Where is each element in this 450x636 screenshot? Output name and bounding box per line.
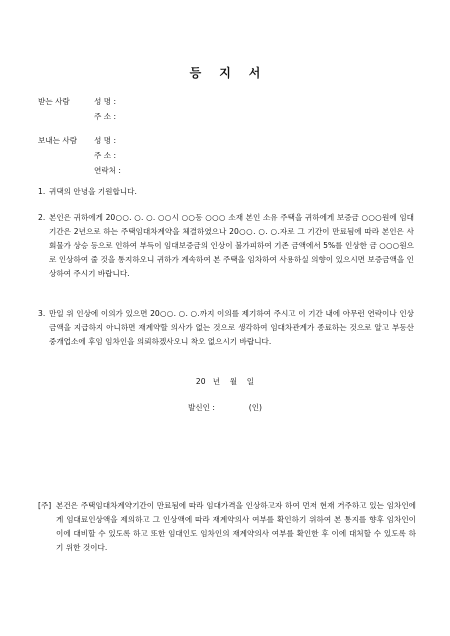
- paragraph-number: 2.: [38, 213, 46, 222]
- document-title: [0, 64, 450, 81]
- title-char: 지: [219, 66, 231, 80]
- paragraph-number: 3.: [38, 309, 46, 318]
- paragraph-3: [38, 307, 414, 349]
- paragraph-1: [38, 185, 414, 199]
- paragraph-text: 만일 위 인상에 이의가 있으면 20○○. ○. ○.까지 이의를 제기하여 주시고 이 기간 내에 아무런 연락이나 인상금액을 지급하지 아니하면 재계약할 의사가 없는 것으로 생각하여 임대차관계가 종료하는 것으로 알고 부동산중개업소에 후임 임차인을 의뢰하겠사오니 착오 없으시기 바랍니다.: [49, 309, 414, 346]
- title-char: 등: [189, 66, 202, 80]
- sender-contact-label: 연락처 :: [94, 166, 121, 175]
- signature-line: 발신인 : (인): [187, 403, 263, 412]
- paragraph-text: 본인은 귀하에게 20○○. ○. ○. ○○시 ○○동 ○○○ 소재 본인 소유 주택을 귀하에게 보증금 ○○○원에 임대기간은 2년으로 하는 주택임대차계약을 체결하였으나 20○○. ○. ○.자로 그 기간이 만료됨에 따라 본인은 사회물가 상승 등으로 인하여 부득이 임대보증금의 인상이 불가피하여 기존 금액에서 5%를 인상한 금 ○○○원으로 인상하여 줄 것을 통지하오니 귀하가 계속하여 본 주택을 임차하여 사용하실 의향이 있으시면 보증금액을 인상하여 주시기 바랍니다.: [49, 213, 414, 278]
- sender-address-label: 주 소 :: [94, 151, 117, 160]
- sender-name-label: 성 명 :: [94, 136, 117, 145]
- paragraph-2: [38, 211, 414, 281]
- receiver-name-label: 성 명 :: [94, 97, 117, 106]
- paragraph-text: 귀댁의 안녕을 기원합니다.: [49, 187, 137, 196]
- date-line: 20 년 월 일: [195, 377, 255, 386]
- title-char: 서: [248, 66, 261, 80]
- paragraph-number: 1.: [38, 187, 46, 196]
- footnote: [38, 499, 416, 555]
- receiver-address-label: 주 소 :: [94, 112, 117, 121]
- receiver-group-label: 받는 사람: [38, 97, 70, 106]
- footnote-tag: [주]: [38, 501, 52, 510]
- sender-group-label: 보내는 사람: [38, 136, 78, 145]
- footnote-text: 본건은 주택임대차계약기간이 만료됨에 따라 임대가격을 인상하고자 하여 먼저 현재 거주하고 있는 임차인에게 임대료인상액을 제의하고 그 인상액에 따라 재계약의사 여부를 확인하기 위하여 본 통지를 향후 임차인이 이에 대비할 수 있도록 하고 또한 임대인도 임차인의 재계약의사 여부를 확인한 후 이에 대처할 수 있도록 하기 위한 것이다.: [56, 501, 416, 552]
